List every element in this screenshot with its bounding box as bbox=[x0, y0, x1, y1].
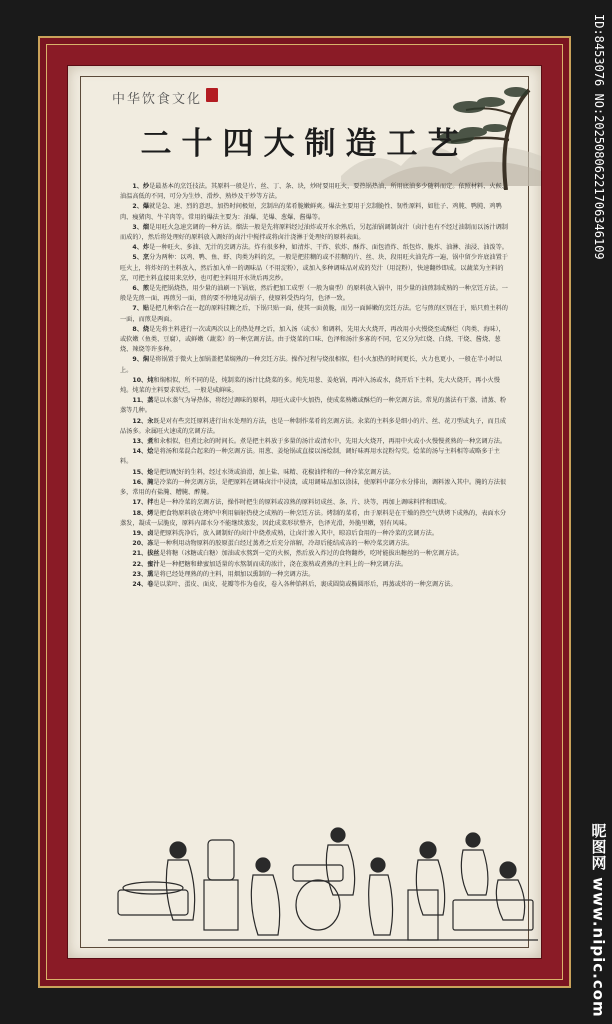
craft-number: 5、 bbox=[132, 254, 143, 262]
craft-description: 和焖相似，所不同的是，炖制菜的汤汁比烧菜的多。炖先用葱、姜炝锅，再冲入汤或水，烧开后下主料，先大火烧开，再小火慢炖。炖菜的主料要求软烂，一般是咸鲜味。 bbox=[120, 376, 500, 395]
craft-description: 是把几种粘合在一起的原料挂糊之后，下锅只贴一面，使其一面黄脆，而另一面鲜嫩的烹饪方法。它与煎的区别在于，贴只煎主料的一面，而煎是两面。 bbox=[120, 305, 508, 323]
craft-description: 是将已经处理熟的的主料，用烟加以熏制的一种烹调方法。 bbox=[153, 570, 315, 578]
craft-item bbox=[120, 549, 511, 559]
craft-term: 炖 bbox=[147, 376, 154, 384]
craft-description: 是把切配好的生料，经过水烫或油滑，加上盐、味精、花椒油拌和的一种冷菜烹调方法。 bbox=[153, 468, 395, 476]
craft-term: 冻 bbox=[147, 540, 154, 548]
craft-number: 8、 bbox=[132, 325, 143, 333]
craft-description: 是一种旺火、多油、无汁的烹调方法。炸有很多种，如清炸、干炸、软炸、酥炸、面包渣炸、纸包炸、脆炸、油淋、油浸、油泼等。 bbox=[149, 244, 508, 252]
craft-number: 6、 bbox=[132, 285, 143, 293]
craft-item bbox=[120, 376, 511, 396]
craft-term: 蒸 bbox=[147, 397, 154, 405]
craft-description: 也是一种冷菜的烹调方法，操作时把生的原料或凉熟的原料切成丝、条、片、块等，再加上调味料拌和即成。 bbox=[153, 499, 451, 507]
craft-term: 贴 bbox=[142, 305, 150, 313]
poster-paper bbox=[67, 65, 542, 959]
craft-description: 是把食物原料放在烤炉中利用辐射热使之成熟的一种烹饪方法。烤制的菜肴，由于原料是在干燥的热空气烘烤下成熟的，表面水分蒸发，凝成一层脆皮，原料内部水分不能继续蒸发，因此成菜形状整齐，色泽光滑，外脆里嫩，别有风味。 bbox=[120, 509, 507, 527]
craft-number: 9、 bbox=[132, 356, 143, 364]
craft-item bbox=[120, 284, 511, 304]
craft-description: 是将锅置于微火上加锅盖把菜焖熟的一种烹饪方法。操作过程与烧很相似，但小火加热的时间更长，火力也更小，一般在半小时以上。 bbox=[120, 356, 502, 374]
craft-number: 4、 bbox=[132, 244, 143, 252]
craft-description: 分为两种：以鸡、鸭、鱼、虾、肉类为料的烹，一般是把挂糊的或不挂糊的片、丝、块、段用旺火油先炸一遍，锅中留少许底油置于旺火上，将炸好的主料放入，然后加入单一的调味品（不用淀粉），或加入多种调味品对成的芡汁（用淀粉），快速翻炒即成。以蔬菜为主料的烹，可把主料直接用来烹炒，也可把主料用开水烫后再烹炒。 bbox=[120, 254, 508, 282]
craft-term: 汆 bbox=[147, 417, 154, 425]
craft-description: 是将汤和菜混合起来的一种烹调方法。用葱、姜炝锅或直接以汤烩制，调好味再用水淀粉勾芡。烩菜的汤与主料相等或略多于主料。 bbox=[120, 448, 500, 466]
watermark-site: 昵图网 www.nipic.com bbox=[589, 823, 608, 1018]
craft-number: 22、 bbox=[132, 560, 148, 568]
craft-term: 烤 bbox=[147, 509, 154, 517]
craft-term: 炝 bbox=[147, 468, 154, 476]
craft-item bbox=[120, 580, 511, 590]
craft-item bbox=[120, 355, 511, 375]
craft-item bbox=[120, 396, 511, 416]
craft-term: 烧 bbox=[142, 325, 150, 333]
craft-description: 既是对有些烹饪原料进行出水处理的方法，也是一种制作菜肴的烹调方法。汆菜的主料多是细小的片、丝、花刀型或丸子，而且成品汤多。汆属旺火速成的烹调方法。 bbox=[120, 417, 507, 435]
craft-term: 煎 bbox=[142, 285, 150, 293]
craft-number: 1、 bbox=[132, 183, 143, 190]
craft-number: 13、 bbox=[132, 438, 148, 446]
craft-term: 卤 bbox=[147, 529, 154, 537]
watermark-strip bbox=[588, 0, 610, 1024]
craft-item bbox=[120, 478, 511, 498]
craft-item bbox=[120, 304, 511, 324]
craft-number: 16、 bbox=[132, 478, 148, 486]
poster-title: 二十四大制造工艺 bbox=[140, 126, 469, 162]
craft-term: 拔丝 bbox=[147, 550, 160, 558]
craft-item bbox=[120, 182, 511, 202]
craft-item bbox=[120, 570, 511, 580]
craft-number: 7、 bbox=[132, 305, 143, 313]
craft-item bbox=[120, 447, 511, 467]
craft-item bbox=[120, 509, 511, 529]
craft-number: 12、 bbox=[132, 417, 148, 425]
watermark-id: ID:8453076 NO:20250806221706346109 bbox=[592, 14, 606, 260]
craft-term: 炸 bbox=[142, 244, 150, 252]
craft-item bbox=[120, 325, 511, 356]
craft-term: 烩 bbox=[147, 448, 154, 456]
craft-item bbox=[120, 529, 511, 539]
craft-description: 是一种利用动物原料的胶原蛋白经过蒸煮之后充分溶解，冷却后能结成冻的一种冷菜烹调方法。 bbox=[153, 540, 414, 548]
craft-term: 爆 bbox=[142, 203, 150, 211]
craft-description: 是用旺火急速烹调的一种方法。熘法一般是先将原料经过油炸或开水余熟后，另起油锅调制卤汁（卤汁也有不经过油制而以汤汁调制而成的），然后将处理好的原料放入调好的卤汁中搅拌或将卤汁浇淋于处理好的原料表面。 bbox=[120, 223, 508, 242]
craft-number: 18、 bbox=[132, 509, 148, 517]
craft-number: 24、 bbox=[132, 580, 148, 588]
craft-description: 是最基本的烹饪技法。其原料一般是片、丝、丁、条、块，炒时要用旺火，要热锅热油，所用底油多少随料而定。依照材料、火候、油温高低的不同，可分为生炒、滑炒、熟炒及干炒等方法。 bbox=[120, 183, 508, 201]
craft-number: 17、 bbox=[132, 499, 148, 507]
craft-term: 熏 bbox=[147, 570, 154, 578]
craft-number: 19、 bbox=[132, 529, 148, 537]
poster-frame bbox=[38, 36, 571, 988]
poster-subtitle: 中华饮食文化 bbox=[112, 92, 203, 107]
craft-term: 焖 bbox=[142, 356, 150, 364]
craft-term: 炒 bbox=[142, 183, 150, 190]
craft-item bbox=[120, 437, 511, 447]
craft-item bbox=[120, 417, 511, 437]
craft-item bbox=[120, 498, 511, 508]
craft-description: 是冷菜的一种烹调方法，是把原料在调味卤汁中浸渍，或用调味品加以涂抹，使原料中部分水分排出，调料渗入其中。腌的方法很多，常用的有盐腌、糟腌、醉腌。 bbox=[120, 478, 507, 497]
craft-number: 23、 bbox=[132, 570, 148, 578]
craft-number: 2、 bbox=[132, 203, 143, 211]
craft-term: 煮 bbox=[147, 438, 154, 446]
craft-item bbox=[120, 223, 511, 243]
kitchen-scene-illustration-icon bbox=[108, 810, 538, 950]
craft-description: 是一种把糖和蜂蜜加适量的水熬制而成的浓汁，浇在蒸熟或煮熟的主料上的一种烹调方法。 bbox=[159, 560, 408, 568]
craft-number: 14、 bbox=[132, 448, 148, 456]
craft-list bbox=[120, 182, 511, 590]
craft-number: 15、 bbox=[132, 468, 148, 476]
craft-number: 10、 bbox=[132, 376, 148, 384]
craft-item bbox=[120, 243, 511, 253]
craft-term: 烹 bbox=[142, 254, 150, 262]
red-seal-icon bbox=[206, 88, 218, 102]
frame-border bbox=[46, 44, 563, 980]
craft-item bbox=[120, 560, 511, 570]
craft-term: 卷 bbox=[147, 580, 154, 588]
craft-number: 11、 bbox=[132, 397, 148, 405]
craft-term: 腌 bbox=[147, 478, 154, 486]
craft-term: 拌 bbox=[147, 499, 154, 507]
craft-term: 蜜汁 bbox=[147, 560, 160, 568]
craft-number: 20、 bbox=[132, 540, 148, 548]
craft-number: 3、 bbox=[132, 223, 143, 231]
craft-item bbox=[120, 468, 511, 478]
craft-description: 就是急、速、烈的意思，加热时间极短，烹制出的菜肴脆嫩鲜爽。爆法主要用于烹制脆性、韧性原料，如肚子、鸡肫、鸭肫、鸡鸭肉、瘦猪肉、牛羊肉等。常用的爆法主要为：油爆、芜爆、葱爆、酱爆等。 bbox=[120, 203, 502, 221]
craft-description: 是将糖（冰糖或白糖）加油或水熬到一定的火候，然后放入炸过的食物翻炒，吃时能拔出糖丝的一种烹调方法。 bbox=[159, 550, 463, 558]
craft-description: 和汆相似，但煮比汆的时间长。煮是把主料放于多量的汤汁或清水中，先用大火烧开，再用中火或小火慢慢煮熟的一种烹调方法。 bbox=[153, 438, 507, 446]
craft-item bbox=[120, 539, 511, 549]
craft-description: 是把原料洗净后，放入调制好的卤汁中烧煮成熟，让卤汁渗入其中，晾凉后食用的一种冷菜的烹调方法。 bbox=[153, 529, 439, 537]
craft-term: 熘 bbox=[142, 223, 150, 231]
craft-item bbox=[120, 253, 511, 284]
craft-description: 是先把锅烧热，用少量的油刷一下锅底，然后把加工成型（一般为扁型）的原料放入锅中，用少量的油煎制成熟的一种烹饪方法。一般是先煎一面，再煎另一面，煎的要不停地晃动锅子，使原料受热均匀，色泽一致。 bbox=[120, 285, 508, 303]
craft-number: 21、 bbox=[132, 550, 148, 558]
craft-item bbox=[120, 202, 511, 222]
craft-description: 是以水蒸气为导热体，将经过调味的原料，用旺火或中火加热，使成菜熟嫩或酥烂的一种烹调方法。常见的蒸法有干蒸、清蒸、粉蒸等几种。 bbox=[120, 397, 507, 415]
craft-description: 是以菜叶、蛋皮、面皮、花瓣等作为卷皮，卷入各种馅料后，裹成圆筒或椭圆形后，再蒸或炸的一种烹调方法。 bbox=[153, 580, 457, 588]
craft-description: 是先将主料进行一次或两次以上的热处理之后，加入汤（或水）和调料，先用大火烧开，再改用小火慢烧至或酥烂（肉类、海味），或软嫩（鱼类、豆腐），或鲜嫩（蔬菜）的一种烹调方法。由于烧菜的口味、色泽和汤汁多寡的不同，它又分为红烧、白烧、干烧、酱烧、葱烧、辣烧等许多种。 bbox=[120, 325, 505, 354]
